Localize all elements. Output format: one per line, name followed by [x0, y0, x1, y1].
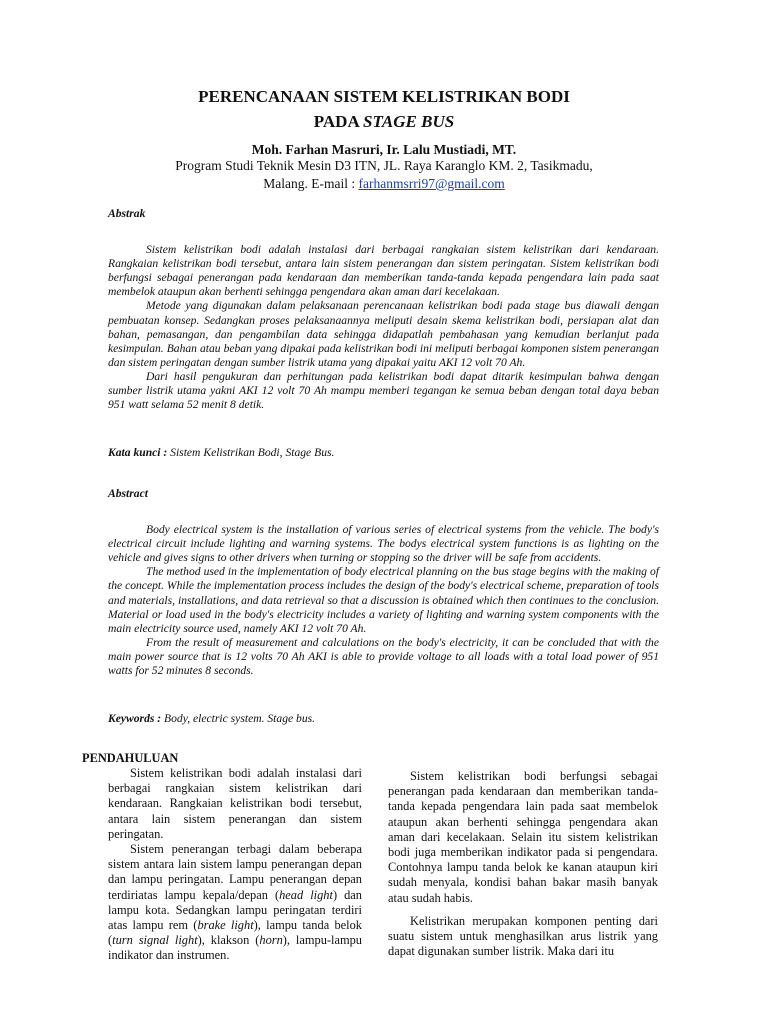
- text-run: ), klakson (: [197, 933, 260, 948]
- affiliation-email-prefix: Malang. E-mail :: [263, 176, 359, 191]
- keywords-label: Keywords :: [108, 712, 162, 725]
- abstract-paragraph-2: The method used in the implementation of body electrical planning on the bus stage begins with the making of the concept. While the implementation process includes the design of the body's electrical scheme, preparation of tools and materials, installations, and data retrieval so that a discussion is obtained which then continues to the conclusion. Material or load used in the body's electricity includes a variety of lighting and warning system components with the main electricity source used, namely AKI 12 volt 70 Ah.: [108, 565, 659, 635]
- abstract-heading: Abstract: [108, 487, 148, 500]
- title-line-1: PERENCANAAN SISTEM KELISTRIKAN BODI: [198, 87, 570, 106]
- term-head-light: head light: [279, 887, 333, 902]
- author-list: Moh. Farhan Masruri, Ir. Lalu Mustiadi, MT.: [251, 142, 517, 157]
- text-run: Sistem penerangan terbagi dalam beberapa sistem antara lain sistem lampu penerangan depan dan lampu peringatan. Lampu penerangan depan terdiriatas lampu kepala/depan (: [108, 842, 362, 902]
- kata-kunci-text: Sistem Kelistrikan Bodi, Stage Bus.: [167, 446, 335, 459]
- term-brake-light: brake light: [197, 918, 254, 933]
- section-heading-pendahuluan: PENDAHULUAN: [82, 751, 179, 765]
- kata-kunci: [108, 446, 659, 460]
- right-column: [388, 769, 658, 959]
- affiliation-line-2: [60, 175, 708, 193]
- abstrak-paragraph-1: Sistem kelistrikan bodi adalah instalasi dari berbagai rangkaian sistem kelistrikan dari kendaraan. Rangkaian kelistrikan bodi tersebut, antara lain sistem penerangan dan sistem peringatan. Sistem kelistrikan bodi berfungsi sebagai penerangan pada kendaraan dan memberikan tanda-tanda kepada pengendara lain pada saat membelok ataupun akan berhenti sehingga pengendara akan aman dari kecelakaan.: [108, 243, 659, 299]
- abstrak-section: [108, 207, 659, 412]
- abstrak-paragraph-3: Dari hasil pengukuran dan perhitungan pada kelistrikan bodi dapat ditarik kesimpulan bahwa dengan sumber listrik utama yakni AKI 12 volt 70 Ah mampu memberi tegangan ke semua beban dengan total daya beban 951 watt selama 52 menit 8 detik.: [108, 369, 659, 412]
- abstract-paragraph-3: From the result of measurement and calculations on the body's electricity, it can be concluded that with the main power source that is 12 volts 70 Ah AKI is able to provide voltage to all loads with a total load power of 951 watts for 52 minutes 8 seconds.: [108, 635, 659, 678]
- title-line-2-italic: STAGE BUS: [363, 112, 455, 131]
- abstrak-heading: Abstrak: [108, 207, 146, 220]
- title-line-2-prefix: PADA: [313, 112, 364, 131]
- affiliation: [60, 157, 708, 193]
- author-email-link[interactable]: farhanmsrri97@gmail.com: [358, 176, 505, 191]
- text-run: ) dan lampu kota. Sedangkan lampu peringatan terdiri atas lampu rem (: [108, 887, 362, 933]
- right-paragraph-1: Sistem kelistrikan bodi berfungsi sebagai penerangan pada kendaraan dan memberikan tanda-tanda kepada pengendara lain pada saat membelok ataupun akan berhenti sehingga pengendara akan aman dari kecelakaan. Selain itu sistem kelistrikan bodi juga memberikan indikator pada si pengendara. Contohnya lampu tanda belok ke kanan ataupun kiri sudah menyala, kondisi bahan bakar masih banyak atau sudah habis.: [388, 769, 658, 905]
- text-run: ), lampu tanda belok (: [108, 918, 362, 948]
- affiliation-line-1: Program Studi Teknik Mesin D3 ITN, JL. Raya Karanglo KM. 2, Tasikmadu,: [175, 158, 593, 173]
- keywords: [108, 712, 659, 726]
- abstract-paragraph-1: Body electrical system is the installation of various series of electrical systems from the vehicle. The body's electrical circuit include lighting and warning systems. The bodys electrical system functions is as lighting on the vehicle and gives signs to other drivers when turning or stopping so the driver will be safe from accidents.: [108, 523, 659, 565]
- kata-kunci-label: Kata kunci :: [108, 446, 168, 459]
- left-paragraph-1: Sistem kelistrikan bodi adalah instalasi dari berbagai rangkaian sistem kelistrikan dari kendaraan. Rangkaian kelistrikan bodi tersebut, antara lain sistem penerangan dan sistem peringatan.: [108, 766, 362, 841]
- abstrak-paragraph-2: Metode yang digunakan dalam pelaksanaan perencanaan kelistrikan bodi pada stage bus diawali dengan pembuatan konsep. Sedangkan proses pelaksanaannya meliputi desain skema kelistrikan bodi, persiapan alat dan bahan, pemasangan, dan pengambilan data sehingga didapatlah pembahasan yang kemudian berlanjut pada kesimpulan. Bahan atau beban yang dipakai pada kelistrikan bodi ini meliputi berbagai komponen sistem penerangan dan sistem peringatan dengan sumber listrik utama yang dipakai yaitu AKI 12 volt 70 Ah.: [108, 299, 659, 369]
- right-paragraph-2: Kelistrikan merupakan komponen penting dari suatu sistem untuk menghasilkan arus listrik yang dapat digunakan sumber listrik. Maka dari itu: [388, 913, 658, 959]
- left-paragraph-2: [108, 842, 362, 964]
- term-turn-signal-light: turn signal light: [112, 933, 198, 948]
- term-horn: horn: [259, 933, 283, 948]
- paper-title: [0, 84, 768, 134]
- left-column: [82, 751, 363, 964]
- abstract-section: [108, 487, 659, 678]
- title-line-2: [0, 109, 768, 134]
- keywords-text: Body, electric system. Stage bus.: [161, 712, 316, 725]
- text-run: ), lampu-lampu indikator dan instrumen.: [108, 933, 363, 963]
